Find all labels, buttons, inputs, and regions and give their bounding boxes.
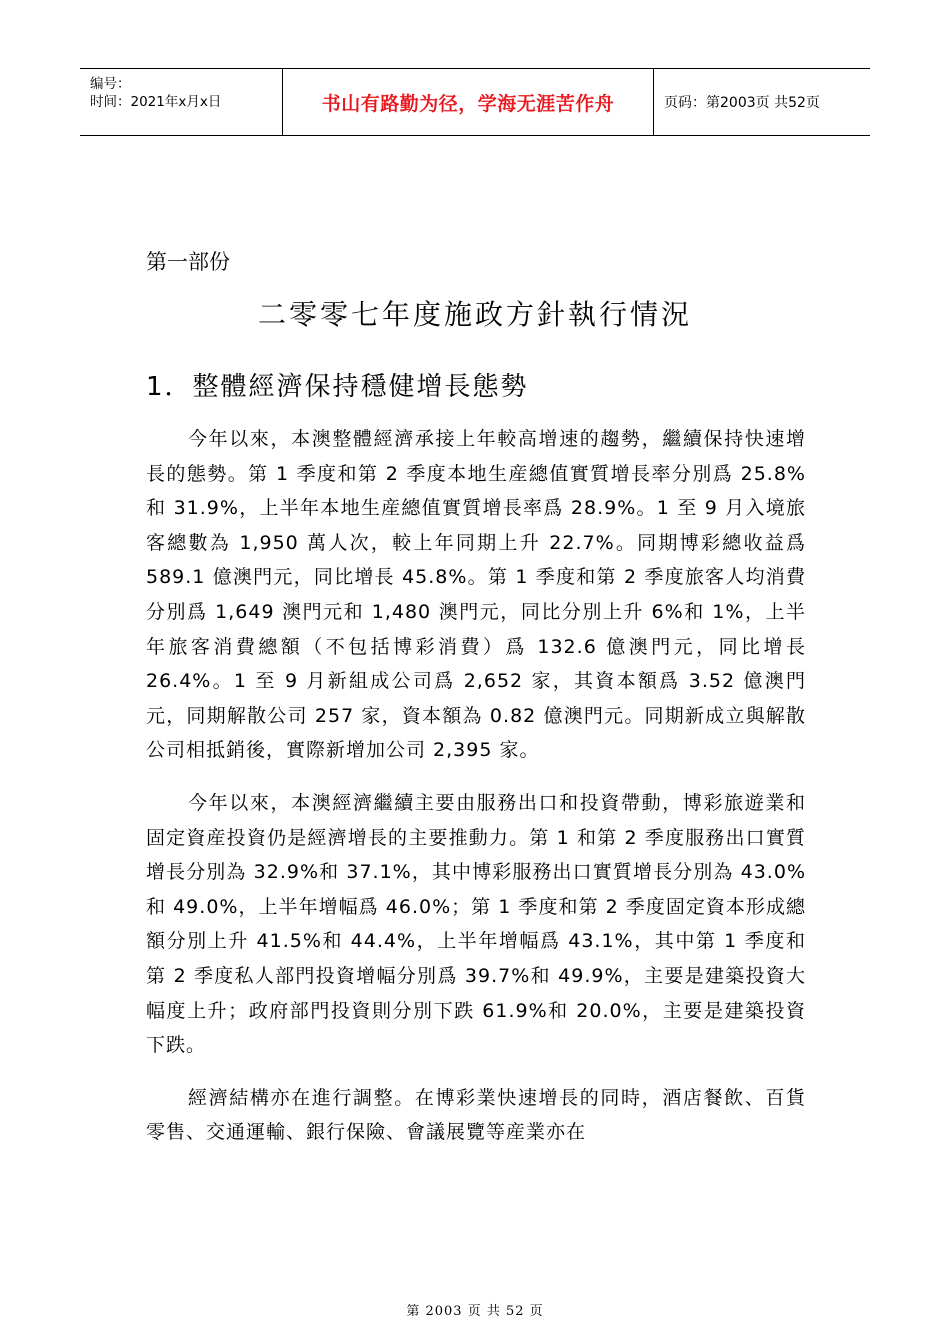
document-title: 二零零七年度施政方針執行情況 xyxy=(257,298,692,331)
date-label: 时间：2021年x月x日 xyxy=(90,94,222,110)
header-page-info-cell xyxy=(654,69,870,135)
header-motto-cell xyxy=(282,69,654,135)
section-label: 第一部份 xyxy=(146,250,230,274)
paragraph-3: 經濟結構亦在進行調整。在博彩業快速增長的同時，酒店餐飲、百貨零售、交通運輸、銀行保險、會議展覽等産業亦在 xyxy=(146,1086,806,1144)
code-label: 编号： xyxy=(90,76,131,92)
paragraph-1: 今年以來，本澳整體經濟承接上年較高增速的趨勢，繼續保持快速增長的態勢。第 1 季度和第 2 季度本地生産總值實質增長率分別爲 25.8%和 31.9%，上半年本地生産總值實質增長率爲 28.9%。1 至 9 月入境旅客總數為 1,950 萬人次，較上年同期上升 22.7%。同期博彩總收益爲 589.1 億澳門元，同比增長 45.8%。第 1 季度和第 2 季度旅客人均消費分別爲 1,649 澳門元和 1,480 澳門元，同比分別上升 6%和 1%，上半年旅客消費總額（不包括博彩消費）爲 132.6 億澳門元，同比增長 26.4%。1 至 9 月新組成公司爲 2,652 家，其資本額爲 3.52 億澳門元，同期解散公司 257 家，資本額為 0.82 億澳門元。同期新成立與解散公司相抵銷後，實際新增加公司 2,395 家。 xyxy=(146,428,806,762)
section-heading: 1．整體經濟保持穩健增長態勢 xyxy=(146,372,529,402)
paragraph-2: 今年以來，本澳經濟繼續主要由服務出口和投資帶動，博彩旅遊業和固定資産投資仍是經濟增長的主要推動力。第 1 和第 2 季度服務出口實質增長分別為 32.9%和 37.1%，其中博彩服務出口實質增長分別為 43.0%和 49.0%，上半年增幅爲 46.0%；第 1 季度和第 2 季度固定資本形成總額分別上升 41.5%和 44.4%，上半年增幅爲 43.1%，其中第 1 季度和第 2 季度私人部門投資增幅分別爲 39.7%和 49.9%，主要是建築投資大幅度上升；政府部門投資則分別下跌 61.9%和 20.0%，主要是建築投資下跌。 xyxy=(146,791,806,1057)
body-text xyxy=(146,422,806,1168)
page-header xyxy=(80,68,870,136)
header-meta xyxy=(80,69,282,135)
page-footer: 第 2003 页 共 52 页 xyxy=(406,1304,544,1319)
motto-text: 书山有路勤为径，学海无涯苦作舟 xyxy=(321,92,615,115)
page-info: 页码：第2003页 共52页 xyxy=(664,95,820,111)
